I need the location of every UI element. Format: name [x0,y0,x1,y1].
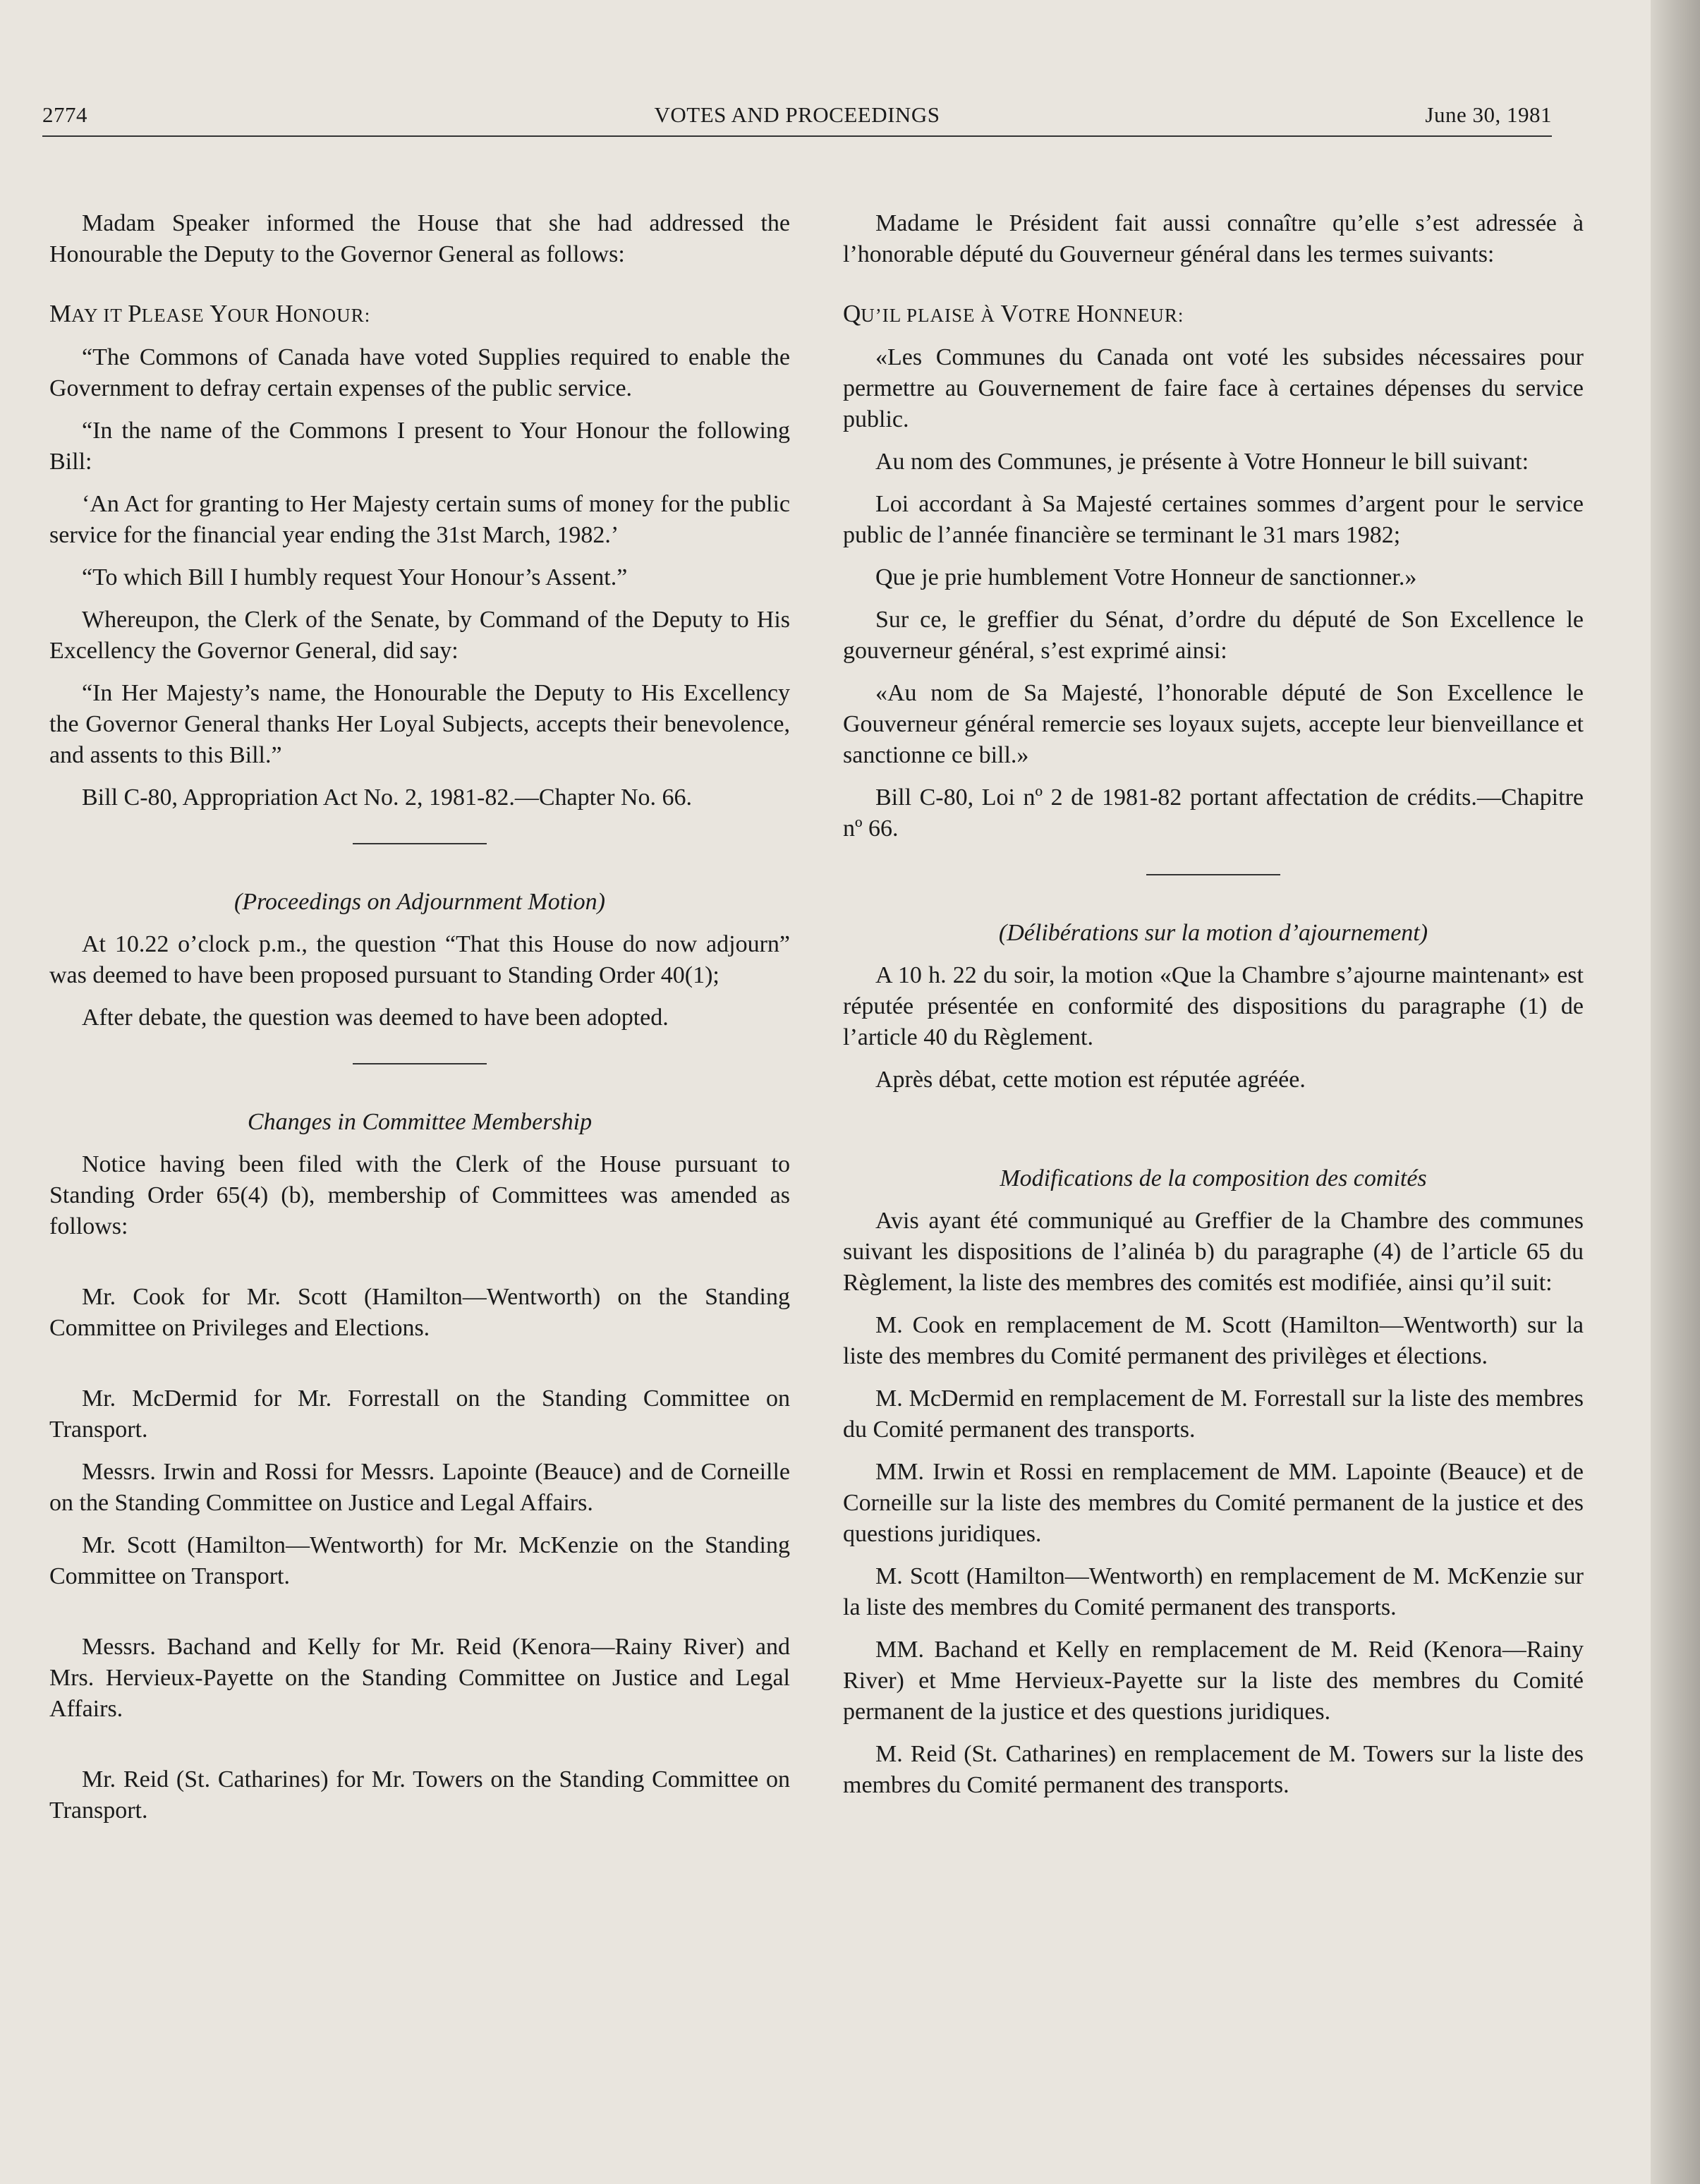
paragraph: Sur ce, le greffier du Sénat, d’ordre du député de Son Excellence le gouverneur général, s’est exprimé ainsi: [843,607,1584,664]
paragraph: M. McDermid en remplacement de M. Forrestall sur la liste des membres du Comité permanent des transports. [843,1385,1584,1443]
spacer [49,1736,790,1764]
paragraph: Bill C-80, Loi nº 2 de 1981-82 portant affectation de crédits.—Chapitre nº 66. [843,784,1584,842]
smallcaps-initial: Q [843,300,861,327]
spacer [843,1107,1584,1135]
paragraph: M. Reid (St. Catharines) en remplacement de M. Towers sur la liste des membres du Comité permanent des transports. [843,1741,1584,1798]
smallcaps-rest: ONOUR: [293,305,371,326]
paragraph: ‘An Act for granting to Her Majesty certain sums of money for the public service for the financial year ending the 31st March, 1982.’ [49,491,790,548]
smallcaps-initial: V [1000,300,1019,327]
smallcaps-rest: U’IL PLAISE À [861,305,1001,326]
header-title: VOTES AND PROCEEDINGS [654,102,940,127]
section-divider [1146,874,1280,875]
page-number: 2774 [42,102,87,127]
paragraph: Messrs. Bachand and Kelly for Mr. Reid (Kenora—Rainy River) and Mrs. Hervieux-Payette on the Standing Committee on Justice and Legal Affairs. [49,1634,790,1722]
adjournment-heading: (Délibérations sur la motion d’ajournement) [998,920,1428,946]
paragraph: A 10 h. 22 du soir, la motion «Que la Chambre s’ajourne maintenant» est réputée présentée en conformité des dispositions du paragraphe (1) de l’article 40 du Règlement. [843,962,1584,1050]
paragraph: Mr. McDermid for Mr. Forrestall on the Standing Committee on Transport. [49,1385,790,1443]
paragraph: At 10.22 o’clock p.m., the question “That this House do now adjourn” was deemed to have been proposed pursuant to Standing Order 40(1); [49,931,790,988]
spacer [49,1603,790,1632]
paragraph: “In the name of the Commons I present to Your Honour the following Bill: [49,418,790,475]
paragraph: Madam Speaker informed the House that she had addressed the Honourable the Deputy to the Governor General as follows: [49,210,790,267]
paragraph: Que je prie humblement Votre Honneur de sanctionner.» [875,564,1417,590]
paragraph: Bill C-80, Appropriation Act No. 2, 1981-82.—Chapter No. 66. [82,784,693,811]
paragraph: Mr. Cook for Mr. Scott (Hamilton—Wentworth) on the Standing Committee on Privileges and Elections. [49,1284,790,1341]
smallcaps-initial: H [275,300,293,327]
paragraph: «Au nom de Sa Majesté, l’honorable député de Son Excellence le Gouverneur général remercie ses loyaux sujets, accepte leur bienveillance et sanctionne ce bill.» [843,680,1584,768]
paragraph: “The Commons of Canada have voted Supplies required to enable the Government to defray certain expenses of the public service. [49,344,790,401]
smallcaps-rest: AY IT [71,305,128,326]
paragraph: Mr. Scott (Hamilton—Wentworth) for Mr. McKenzie on the Standing Committee on Transport. [49,1532,790,1589]
paragraph: Après débat, cette motion est réputée agréée. [875,1067,1306,1093]
paragraph: Loi accordant à Sa Majesté certaines sommes d’argent pour le service public de l’année financière se terminant le 31 mars 1982; [843,491,1584,548]
spacer [49,1355,790,1383]
running-header [42,102,1552,136]
paragraph: M. Cook en remplacement de M. Scott (Hamilton—Wentworth) sur la liste des membres du Comité permanent des privilèges et élections. [843,1312,1584,1369]
smallcaps-initial: H [1076,300,1095,327]
smallcaps-rest: OTRE [1018,305,1077,326]
paragraph: Notice having been filed with the Clerk of the House pursuant to Standing Order 65(4) (b), membership of Committees was amended as follows: [49,1151,790,1239]
spacer [49,1254,790,1282]
committee-heading: Changes in Committee Membership [247,1109,593,1135]
french-column [843,208,1584,1812]
address-heading [49,298,790,331]
smallcaps-rest: ONNEUR: [1094,305,1184,326]
spacer [843,1135,1584,1163]
paragraph: “In Her Majesty’s name, the Honourable the Deputy to His Excellency the Governor General thanks Her Loyal Subjects, accepts their benevolence, and assents to this Bill.” [49,680,790,768]
paragraph: Madame le Président fait aussi connaître qu’elle s’est adressée à l’honorable député du Gouverneur général dans les termes suivants: [843,210,1584,267]
smallcaps-initial: P [128,300,142,327]
committee-heading: Modifications de la composition des comités [1000,1165,1427,1191]
paragraph: Avis ayant été communiqué au Greffier de la Chambre des communes suivant les dispositions de l’alinéa b) du paragraphe (4) de l’article 65 du Règlement, la liste des membres des comités est modifiée, ainsi qu’il suit: [843,1208,1584,1296]
smallcaps-initial: Y [210,300,228,327]
paragraph: “To which Bill I humbly request Your Honour’s Assent.” [82,564,628,590]
paragraph: M. Scott (Hamilton—Wentworth) en remplacement de M. McKenzie sur la liste des membres du Comité permanent des transports. [843,1563,1584,1620]
paragraph: «Les Communes du Canada ont voté les subsides nécessaires pour permettre au Gouvernement de faire face à certaines dépenses du service public. [843,344,1584,432]
smallcaps-initial: M [49,300,72,327]
adjournment-heading: (Proceedings on Adjournment Motion) [234,889,605,915]
header-date: June 30, 1981 [1425,102,1552,127]
paragraph: After debate, the question was deemed to have been adopted. [82,1005,669,1031]
paragraph: Messrs. Irwin and Rossi for Messrs. Lapointe (Beauce) and de Corneille on the Standing Committee on Justice and Legal Affairs. [49,1459,790,1516]
paragraph: Whereupon, the Clerk of the Senate, by Command of the Deputy to His Excellency the Governor General, did say: [49,607,790,664]
paragraph: MM. Irwin et Rossi en remplacement de MM. Lapointe (Beauce) et de Corneille sur la liste des membres du Comité permanent de la justice et des questions juridiques. [843,1459,1584,1547]
paragraph: MM. Bachand et Kelly en remplacement de M. Reid (Kenora—Rainy River) et Mme Hervieux-Payette sur la liste des membres du Comité permanent de la justice et des questions juridiques. [843,1637,1584,1725]
section-divider [353,1063,487,1064]
paragraph: Au nom des Communes, je présente à Votre Honneur le bill suivant: [875,449,1529,475]
smallcaps-rest: LEASE [141,305,210,326]
smallcaps-rest: OUR [227,305,276,326]
section-divider [353,843,487,844]
page-edge-shadow [1651,0,1700,2184]
english-column [49,208,790,1838]
paragraph: Mr. Reid (St. Catharines) for Mr. Towers on the Standing Committee on Transport. [49,1766,790,1824]
header-rule [42,135,1552,137]
address-heading [843,298,1584,331]
